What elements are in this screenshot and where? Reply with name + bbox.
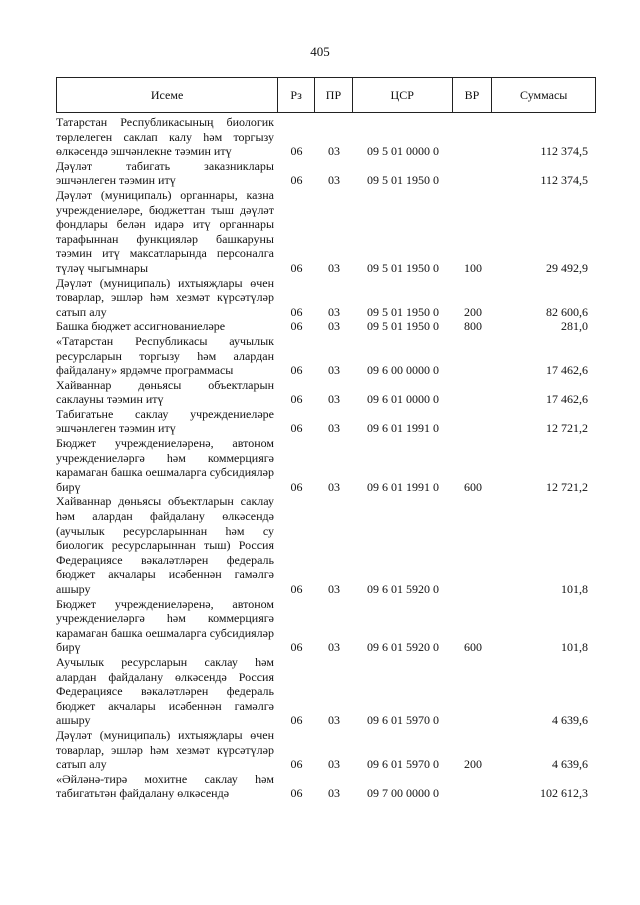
row-vr: 200 xyxy=(464,757,482,772)
table-row xyxy=(56,728,596,772)
row-rz: 06 xyxy=(290,392,303,407)
row-csr: 09 6 01 1991 0 xyxy=(367,479,439,494)
row-sum: 12 721,2 xyxy=(546,421,588,436)
row-pr: 03 xyxy=(328,392,340,407)
row-name: Татарстан Республикасының биологик төрлелеген саклап калу һәм торгызу өлкәсендә эшчәнлекне тәэмин итү xyxy=(56,115,274,159)
row-csr: 09 5 01 1950 0 xyxy=(367,319,439,334)
row-name: Табигатьне саклау учреждениеләре эшчәнлеген тәэмин итү xyxy=(56,406,274,436)
row-name: Башка бюджет ассигнованиеләре xyxy=(56,319,226,334)
table-row xyxy=(56,655,596,728)
row-name: Аучылык ресурсларын саклау һәм алардан файдалану өлкәсендә Россия Федерациясе вәкаләтләрен федераль бюджет акчалары исәбеннән гамәлгә ашыру xyxy=(56,654,274,728)
row-rz: 06 xyxy=(290,479,303,494)
row-name: «Татарстан Республикасы аучылык ресурсларын торгызу һәм алардан файдалану» ярдәмче программасы xyxy=(56,333,274,378)
row-pr: 03 xyxy=(328,479,340,494)
row-pr: 03 xyxy=(328,363,340,378)
row-pr: 03 xyxy=(328,319,340,334)
table-row xyxy=(56,319,596,334)
table-row xyxy=(56,494,596,596)
row-rz: 06 xyxy=(290,713,303,728)
row-sum: 82 600,6 xyxy=(546,304,588,319)
row-pr: 03 xyxy=(328,582,340,596)
table-row xyxy=(56,115,596,159)
row-sum: 17 462,6 xyxy=(546,392,588,407)
row-pr: 03 xyxy=(328,421,340,436)
row-rz: 06 xyxy=(290,319,303,334)
row-csr: 09 6 01 5920 0 xyxy=(367,582,439,596)
row-sum: 112 374,5 xyxy=(540,173,588,188)
page-number: 405 xyxy=(310,44,330,59)
row-rz: 06 xyxy=(290,757,303,772)
table-header xyxy=(56,77,596,113)
row-pr: 03 xyxy=(328,260,340,275)
row-vr: 600 xyxy=(464,479,482,494)
header-vr: ВР xyxy=(453,78,493,112)
row-sum: 17 462,6 xyxy=(546,363,588,378)
row-rz: 06 xyxy=(290,260,303,275)
row-rz: 06 xyxy=(290,144,303,159)
row-rz: 06 xyxy=(290,421,303,436)
row-name: Хайваннар дөньясы объектларын саклау һәм алардан файдалану өлкәсендә (аучылык ресурсларыннан һәм су биологик ресурсларыннан тыш) Россия Федерациясе вәкаләтләрен федераль бюджет акчалары исәбеннән гамәлгә ашыру xyxy=(56,494,274,596)
table-row xyxy=(56,334,596,378)
row-csr: 09 6 01 1991 0 xyxy=(367,421,439,436)
row-csr: 09 5 01 1950 0 xyxy=(367,260,439,275)
row-vr: 800 xyxy=(464,319,482,334)
row-pr: 03 xyxy=(328,144,340,159)
table-row xyxy=(56,378,596,407)
row-csr: 09 6 00 0000 0 xyxy=(367,363,439,378)
row-sum: 101,8 xyxy=(561,640,588,655)
row-sum: 4 639,6 xyxy=(552,757,588,772)
row-rz: 06 xyxy=(290,363,303,378)
table-row xyxy=(56,772,596,801)
row-name: Дәүләт (муниципаль) ихтыяҗлары өчен товарлар, эшләр һәм хезмәт күрсәтүләр сатып алу xyxy=(56,727,274,772)
row-vr: 600 xyxy=(464,640,482,655)
row-rz: 06 xyxy=(290,173,303,188)
row-csr: 09 5 01 0000 0 xyxy=(367,144,439,159)
row-pr: 03 xyxy=(328,713,340,728)
row-sum: 112 374,5 xyxy=(540,144,588,159)
row-rz: 06 xyxy=(290,640,303,655)
budget-table xyxy=(56,77,596,801)
row-sum: 102 612,3 xyxy=(540,786,588,801)
row-rz: 06 xyxy=(290,786,303,801)
table-row xyxy=(56,436,596,494)
row-name: Бюджет учреждениеләренә, автоном учреждениеләргә һәм коммерциягә карамаган башка оешмаларга субсидияләр бирү xyxy=(56,596,274,655)
row-vr: 200 xyxy=(464,304,482,319)
row-csr: 09 6 01 5970 0 xyxy=(367,713,439,728)
header-sum: Суммасы xyxy=(519,87,568,102)
table-row xyxy=(56,597,596,655)
header-pr: ПР xyxy=(315,78,353,112)
row-vr: 100 xyxy=(464,260,482,275)
row-name: «Әйләнә-тирә мохитне саклау һәм табигатьтән файдалану өлкәсендә xyxy=(56,771,274,801)
table-row xyxy=(56,407,596,436)
row-rz: 06 xyxy=(290,582,303,596)
row-csr: 09 5 01 1950 0 xyxy=(367,173,439,188)
row-csr: 09 7 00 0000 0 xyxy=(367,786,439,801)
row-name: Дәүләт табигать заказниклары эшчәнлеген тәэмин итү xyxy=(56,158,274,188)
row-name: Дәүләт (муниципаль) ихтыяҗлары өчен товарлар, эшләр һәм хезмәт күрсәтүләр сатып алу xyxy=(56,275,274,319)
row-name: Бюджет учреждениеләренә, автоном учреждениеләргә һәм коммерциягә карамаган башка оешмаларга субсидияләр бирү xyxy=(56,436,274,494)
header-name: Исеме xyxy=(57,78,278,112)
row-pr: 03 xyxy=(328,640,340,655)
table-row xyxy=(56,276,596,320)
row-sum: 281,0 xyxy=(561,319,588,334)
row-sum: 12 721,2 xyxy=(546,479,588,494)
table-body xyxy=(56,115,596,801)
row-name: Дәүләт (муниципаль) органнары, казна учреждениеләре, бюджеттан тыш дәүләт фондлары белән идарә итү органнары тарафыннан функцияләр башкаруны тәэмин итү максатларында персоналга түләү чыгымнары xyxy=(56,187,274,275)
row-pr: 03 xyxy=(328,786,340,801)
table-row xyxy=(56,188,596,276)
row-pr: 03 xyxy=(328,757,340,772)
row-csr: 09 5 01 1950 0 xyxy=(367,304,439,319)
row-csr: 09 6 01 5970 0 xyxy=(367,757,439,772)
row-csr: 09 6 01 5920 0 xyxy=(367,640,439,655)
table-row xyxy=(56,159,596,188)
row-rz: 06 xyxy=(290,304,303,319)
row-sum: 101,8 xyxy=(561,582,588,596)
row-pr: 03 xyxy=(328,304,340,319)
row-sum: 29 492,9 xyxy=(546,260,588,275)
row-pr: 03 xyxy=(328,173,340,188)
row-csr: 09 6 01 0000 0 xyxy=(367,392,439,407)
row-sum: 4 639,6 xyxy=(552,713,588,728)
header-csr: ЦСР xyxy=(353,78,453,112)
header-rz: Рз xyxy=(278,78,315,112)
row-name: Хайваннар дөньясы объектларын саклауны тәэмин итү xyxy=(56,377,274,407)
